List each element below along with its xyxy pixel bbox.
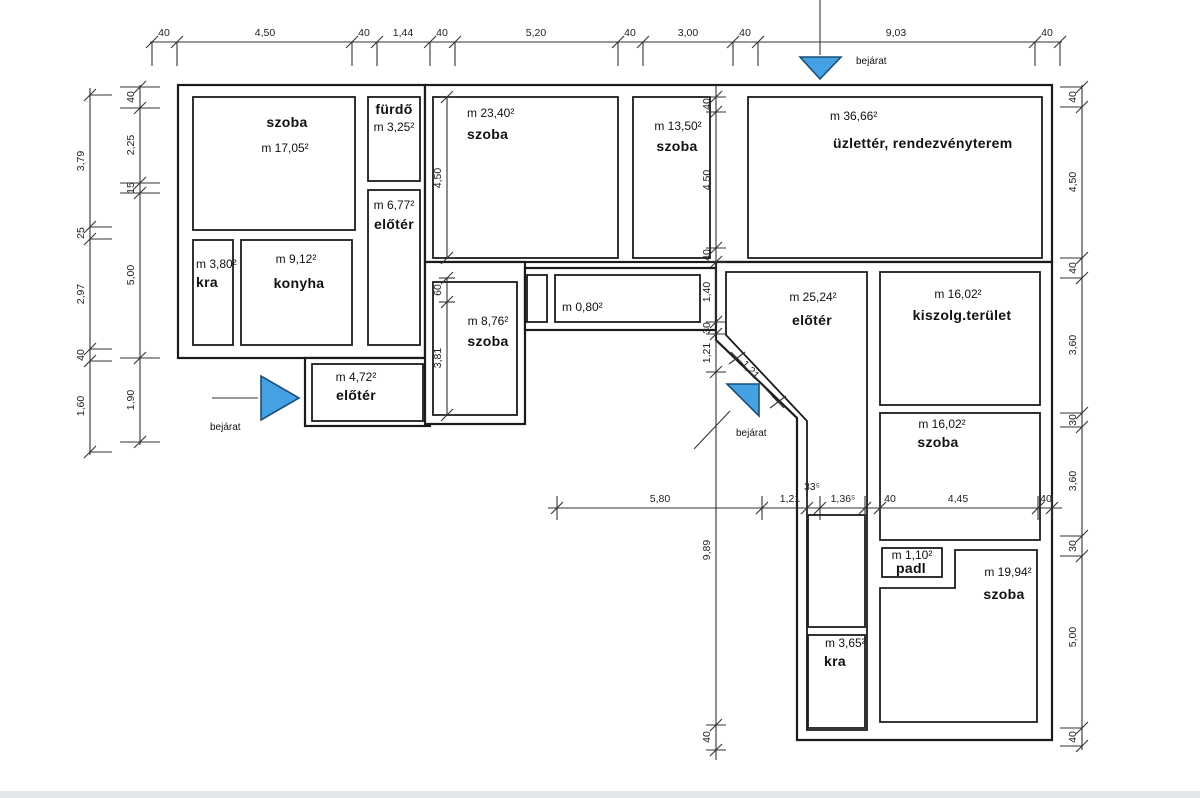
dim-label: 40 [1041, 27, 1053, 39]
kiszolg-name: kiszolg.terület [912, 307, 1012, 323]
szoba-2340-name: szoba [467, 126, 509, 142]
dim-label: 1,90 [125, 389, 137, 411]
eloter-677-area: m 6,77² [373, 198, 415, 212]
dim-label: 4,50 [1067, 171, 1079, 193]
szoba-1602-name: szoba [917, 434, 959, 450]
dim-label: 5,00 [1067, 626, 1079, 648]
dim-label: 40 [701, 731, 713, 743]
left-entrance-arrow-icon [261, 376, 299, 420]
dim-label: 30 [701, 322, 713, 334]
szoba-17-area: m 17,05² [261, 141, 309, 155]
szoba-1602-area: m 16,02² [918, 417, 966, 431]
room-eloter-677 [368, 190, 420, 345]
dim-label: 1,36⁵ [830, 493, 856, 505]
dim-label: 33⁵ [803, 481, 821, 493]
kra-380-area: m 3,80² [196, 257, 237, 271]
szoba-2340-area: m 23,40² [467, 106, 515, 120]
eloter-472-name: előtér [336, 387, 376, 403]
dim-label: 1,40 [701, 281, 713, 303]
furdo-area: m 3,25² [373, 120, 415, 134]
dim-label: 40 [624, 27, 636, 39]
rooms [193, 97, 1042, 728]
top-entrance-label: bejárat [856, 56, 887, 67]
diag-dim-label: 1,21 [738, 358, 762, 382]
dim-label: 4,45 [947, 493, 969, 505]
dim-label: 40 [701, 98, 713, 110]
folyoso-080-area: m 0,80² [562, 300, 603, 314]
dim-label: 5,00 [125, 264, 137, 286]
konyha-area: m 9,12² [275, 252, 317, 266]
szoba-1994-name: szoba [983, 586, 1025, 602]
dim-label: 3,60 [1067, 470, 1079, 492]
dim-label: 5,20 [525, 27, 547, 39]
szoba-876-area: m 8,76² [467, 314, 509, 328]
uzletter-name: üzlettér, rendezvényterem [833, 135, 1013, 151]
middle-entrance-label: bejárat [736, 428, 767, 439]
dim-label: 40 [1067, 91, 1079, 103]
dim-label: 40 [701, 249, 713, 261]
kra-380-name: kra [196, 274, 218, 290]
kiszolg-area: m 16,02² [934, 287, 982, 301]
kra-365-name: kra [824, 653, 846, 669]
dim-label: 40 [158, 27, 170, 39]
room-szoba-1602 [880, 413, 1040, 540]
top-entrance-arrow-icon [800, 57, 841, 79]
dim-label: 3,79 [75, 150, 87, 172]
padl-name: padl [896, 560, 926, 576]
eloter-677-name: előtér [374, 216, 414, 232]
dim-label: 4,50 [432, 167, 444, 189]
padl-area: m 1,10² [891, 548, 933, 562]
dim-label: 4,50 [701, 169, 713, 191]
room-strip-upper [808, 515, 865, 627]
middle-entrance-line [694, 411, 730, 449]
dim-label: 3,00 [677, 27, 699, 39]
dim-label: 40 [884, 493, 896, 505]
dim-label: 3,60 [1067, 334, 1079, 356]
dim-label: 9,89 [701, 539, 713, 561]
uzletter-area: m 36,66² [830, 109, 878, 123]
eloter-472-area: m 4,72² [335, 370, 377, 384]
middle-entrance-arrow-icon [727, 384, 759, 416]
dim-label: 1,44 [392, 27, 414, 39]
dim-label: 40 [125, 91, 137, 103]
room-uzletter [748, 97, 1042, 258]
szoba-1350-name: szoba [656, 138, 698, 154]
dim-label: 1,21 [701, 342, 713, 364]
dim-label: 1,60 [75, 395, 87, 417]
dim-label: 30 [1067, 414, 1079, 426]
dim-label: 2,25 [125, 134, 137, 156]
dim-label: 40 [739, 27, 751, 39]
pillar [527, 275, 547, 322]
furdo-name: fürdő [375, 101, 413, 117]
dim-label: 9,03 [885, 27, 907, 39]
dim-label: 4,50 [254, 27, 276, 39]
dim-label: 1,21 [779, 493, 801, 505]
szoba-1994-area: m 19,94² [984, 565, 1032, 579]
room-folyoso-080 [555, 275, 700, 322]
szoba-876-name: szoba [467, 333, 509, 349]
dim-label: 5,80 [649, 493, 671, 505]
kra-365-area: m 3,65² [825, 636, 866, 650]
dim-label: 40 [358, 27, 370, 39]
szoba-1350-area: m 13,50² [654, 119, 702, 133]
dim-label: 40 [75, 349, 87, 361]
konyha-name: konyha [273, 275, 325, 291]
room-szoba-2340 [433, 97, 618, 258]
eloter-2524-area: m 25,24² [789, 290, 837, 304]
dim-label: 40 [1040, 493, 1052, 505]
dim-label: 40 [1067, 262, 1079, 274]
left-entrance-label: bejárat [210, 422, 241, 433]
szoba-17-name: szoba [266, 114, 308, 130]
dim-label: 25 [75, 227, 87, 239]
room-kra-380 [193, 240, 233, 345]
dim-label: 40 [1067, 731, 1079, 743]
dim-label: 3,81 [432, 347, 444, 369]
dim-label: 40 [436, 27, 448, 39]
dim-label: 15 [125, 182, 137, 194]
dim-label: 30 [1067, 540, 1079, 552]
dim-label: 60 [432, 284, 444, 296]
eloter-2524-name: előtér [792, 312, 832, 328]
dim-label: 2,97 [75, 283, 87, 305]
bottom-strip [0, 791, 1200, 798]
